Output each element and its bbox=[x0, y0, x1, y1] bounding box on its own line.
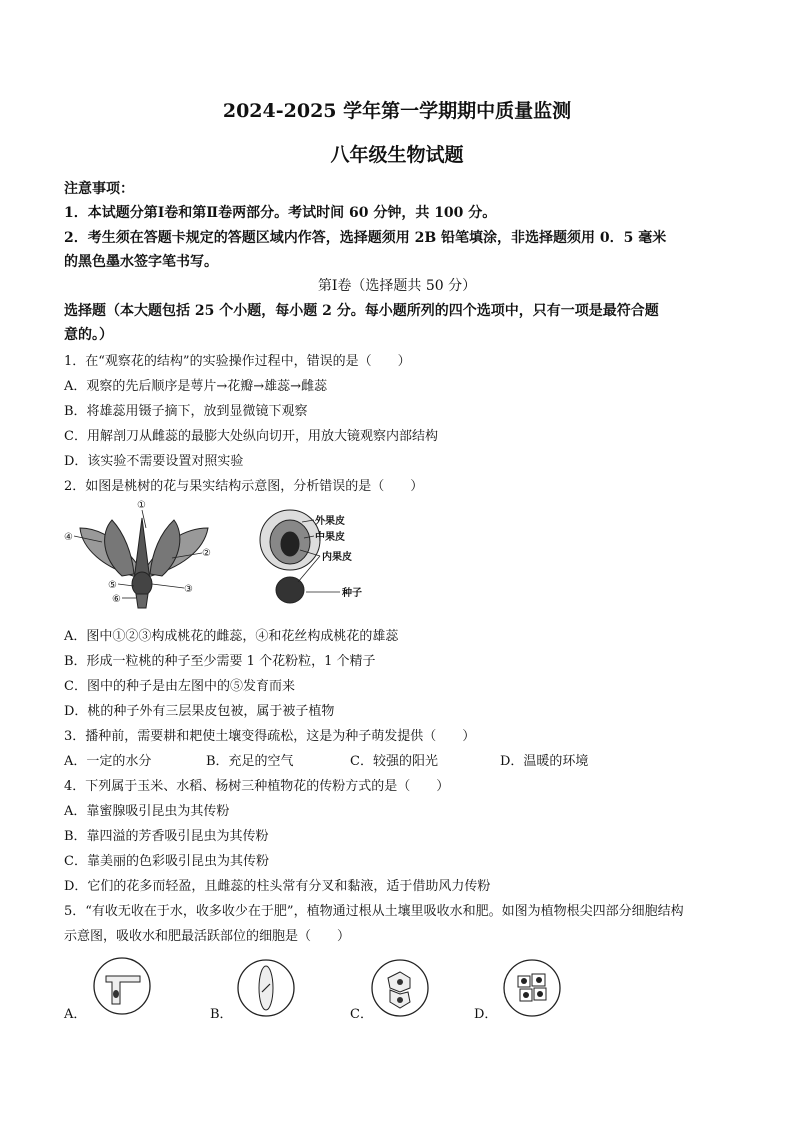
q1-stem: 1．在“观察花的结构”的实验操作过程中，错误的是（ ） bbox=[64, 354, 411, 369]
flower-label-5: ⑤ bbox=[108, 580, 117, 591]
q4-option-a: A．靠蜜腺吸引昆虫为其传粉 bbox=[64, 804, 230, 819]
meristem-cell-figure bbox=[370, 958, 430, 1018]
section-instructions-b: 意的。） bbox=[64, 327, 113, 343]
root-cap-cell-figure bbox=[502, 958, 562, 1018]
fruit-label-middle: 中果皮 bbox=[315, 532, 345, 543]
q4-option-b: B．靠四溢的芳香吸引昆虫为其传粉 bbox=[64, 829, 269, 844]
q3-option-d: D．温暖的环境 bbox=[500, 754, 589, 769]
elongation-cell-figure bbox=[236, 958, 296, 1018]
fruit-label-outer: 外果皮 bbox=[315, 516, 345, 527]
q1-option-d: D．该实验不需要设置对照实验 bbox=[64, 454, 244, 469]
q5-option-d: D． bbox=[474, 1007, 498, 1022]
q5-option-a: A． bbox=[64, 1007, 87, 1022]
fruit-label-seed: 种子 bbox=[342, 588, 362, 599]
peach-flower-diagram bbox=[62, 498, 228, 614]
fruit-label-inner: 内果皮 bbox=[322, 552, 352, 563]
flower-label-2: ② bbox=[202, 548, 211, 559]
q3-stem: 3．播种前，需要耕和耙使土壤变得疏松，这是为种子萌发提供（ ） bbox=[64, 729, 476, 744]
q2-option-b: B．形成一粒桃的种子至少需要 1 个花粉粒，1 个精子 bbox=[64, 654, 376, 669]
q2-stem: 2．如图是桃树的花与果实结构示意图，分析错误的是（ ） bbox=[64, 479, 424, 494]
flower-label-4: ④ bbox=[64, 532, 73, 543]
q2-option-c: C．图中的种子是由左图中的⑤发育而来 bbox=[64, 679, 295, 694]
section-title: 第Ⅰ卷（选择题共 50 分） bbox=[317, 278, 477, 294]
q2-option-a: A．图中①②③构成桃花的雌蕊，④和花丝构成桃花的雄蕊 bbox=[64, 629, 399, 644]
flower-label-6: ⑥ bbox=[112, 594, 121, 605]
q1-option-b: B．将雄蕊用镊子摘下，放到显微镜下观察 bbox=[64, 404, 308, 419]
notes-line-1: 1．本试题分第Ⅰ卷和第Ⅱ卷两部分。考试时间 60 分钟，共 100 分。 bbox=[64, 205, 497, 221]
notes-heading: 注意事项： bbox=[64, 181, 134, 197]
q5-stem-b: 示意图，吸收水和肥最活跃部位的细胞是（ ） bbox=[64, 929, 351, 944]
q3-option-b: B．充足的空气 bbox=[206, 754, 294, 769]
q5-stem-a: 5．“有收无收在于水，收多收少在于肥”，植物通过根从土壤里吸收水和肥。如图为植物根尖四部分细胞结构 bbox=[64, 904, 684, 919]
q4-stem: 4．下列属于玉米、水稻、杨树三种植物花的传粉方式的是（ ） bbox=[64, 779, 450, 794]
flower-label-3: ③ bbox=[184, 584, 193, 595]
q3-option-c: C．较强的阳光 bbox=[350, 754, 438, 769]
section-instructions-a: 选择题（本大题包括 25 个小题，每小题 2 分。每小题所列的四个选项中，只有一项是最符合题 bbox=[64, 303, 659, 319]
notes-line-2a: 2．考生须在答题卡规定的答题区域内作答，选择题须用 2B 铅笔填涂，非选择题须用 0．5 毫米 bbox=[64, 230, 667, 246]
q4-option-c: C．靠美丽的色彩吸引昆虫为其传粉 bbox=[64, 854, 269, 869]
q5-option-b: B． bbox=[210, 1007, 233, 1022]
root-hair-cell-figure bbox=[92, 956, 152, 1016]
exam-title: 2024-2025 学年第一学期期中质量监测 bbox=[222, 100, 572, 122]
q2-option-d: D．桃的种子外有三层果皮包被，属于被子植物 bbox=[64, 704, 335, 719]
q4-option-d: D．它们的花多而轻盈，且雌蕊的柱头常有分叉和黏液，适于借助风力传粉 bbox=[64, 879, 491, 894]
q3-option-a: A．一定的水分 bbox=[64, 754, 152, 769]
notes-line-2b: 的黑色墨水签字笔书写。 bbox=[64, 254, 218, 270]
q5-option-c: C． bbox=[350, 1007, 373, 1022]
flower-label-1: ① bbox=[137, 500, 146, 511]
q1-option-a: A．观察的先后顺序是萼片→花瓣→雄蕊→雌蕊 bbox=[64, 379, 328, 394]
q1-option-c: C．用解剖刀从雌蕊的最膨大处纵向切开，用放大镜观察内部结构 bbox=[64, 429, 438, 444]
exam-subtitle: 八年级生物试题 bbox=[330, 144, 464, 166]
peach-fruit-diagram bbox=[252, 506, 382, 610]
